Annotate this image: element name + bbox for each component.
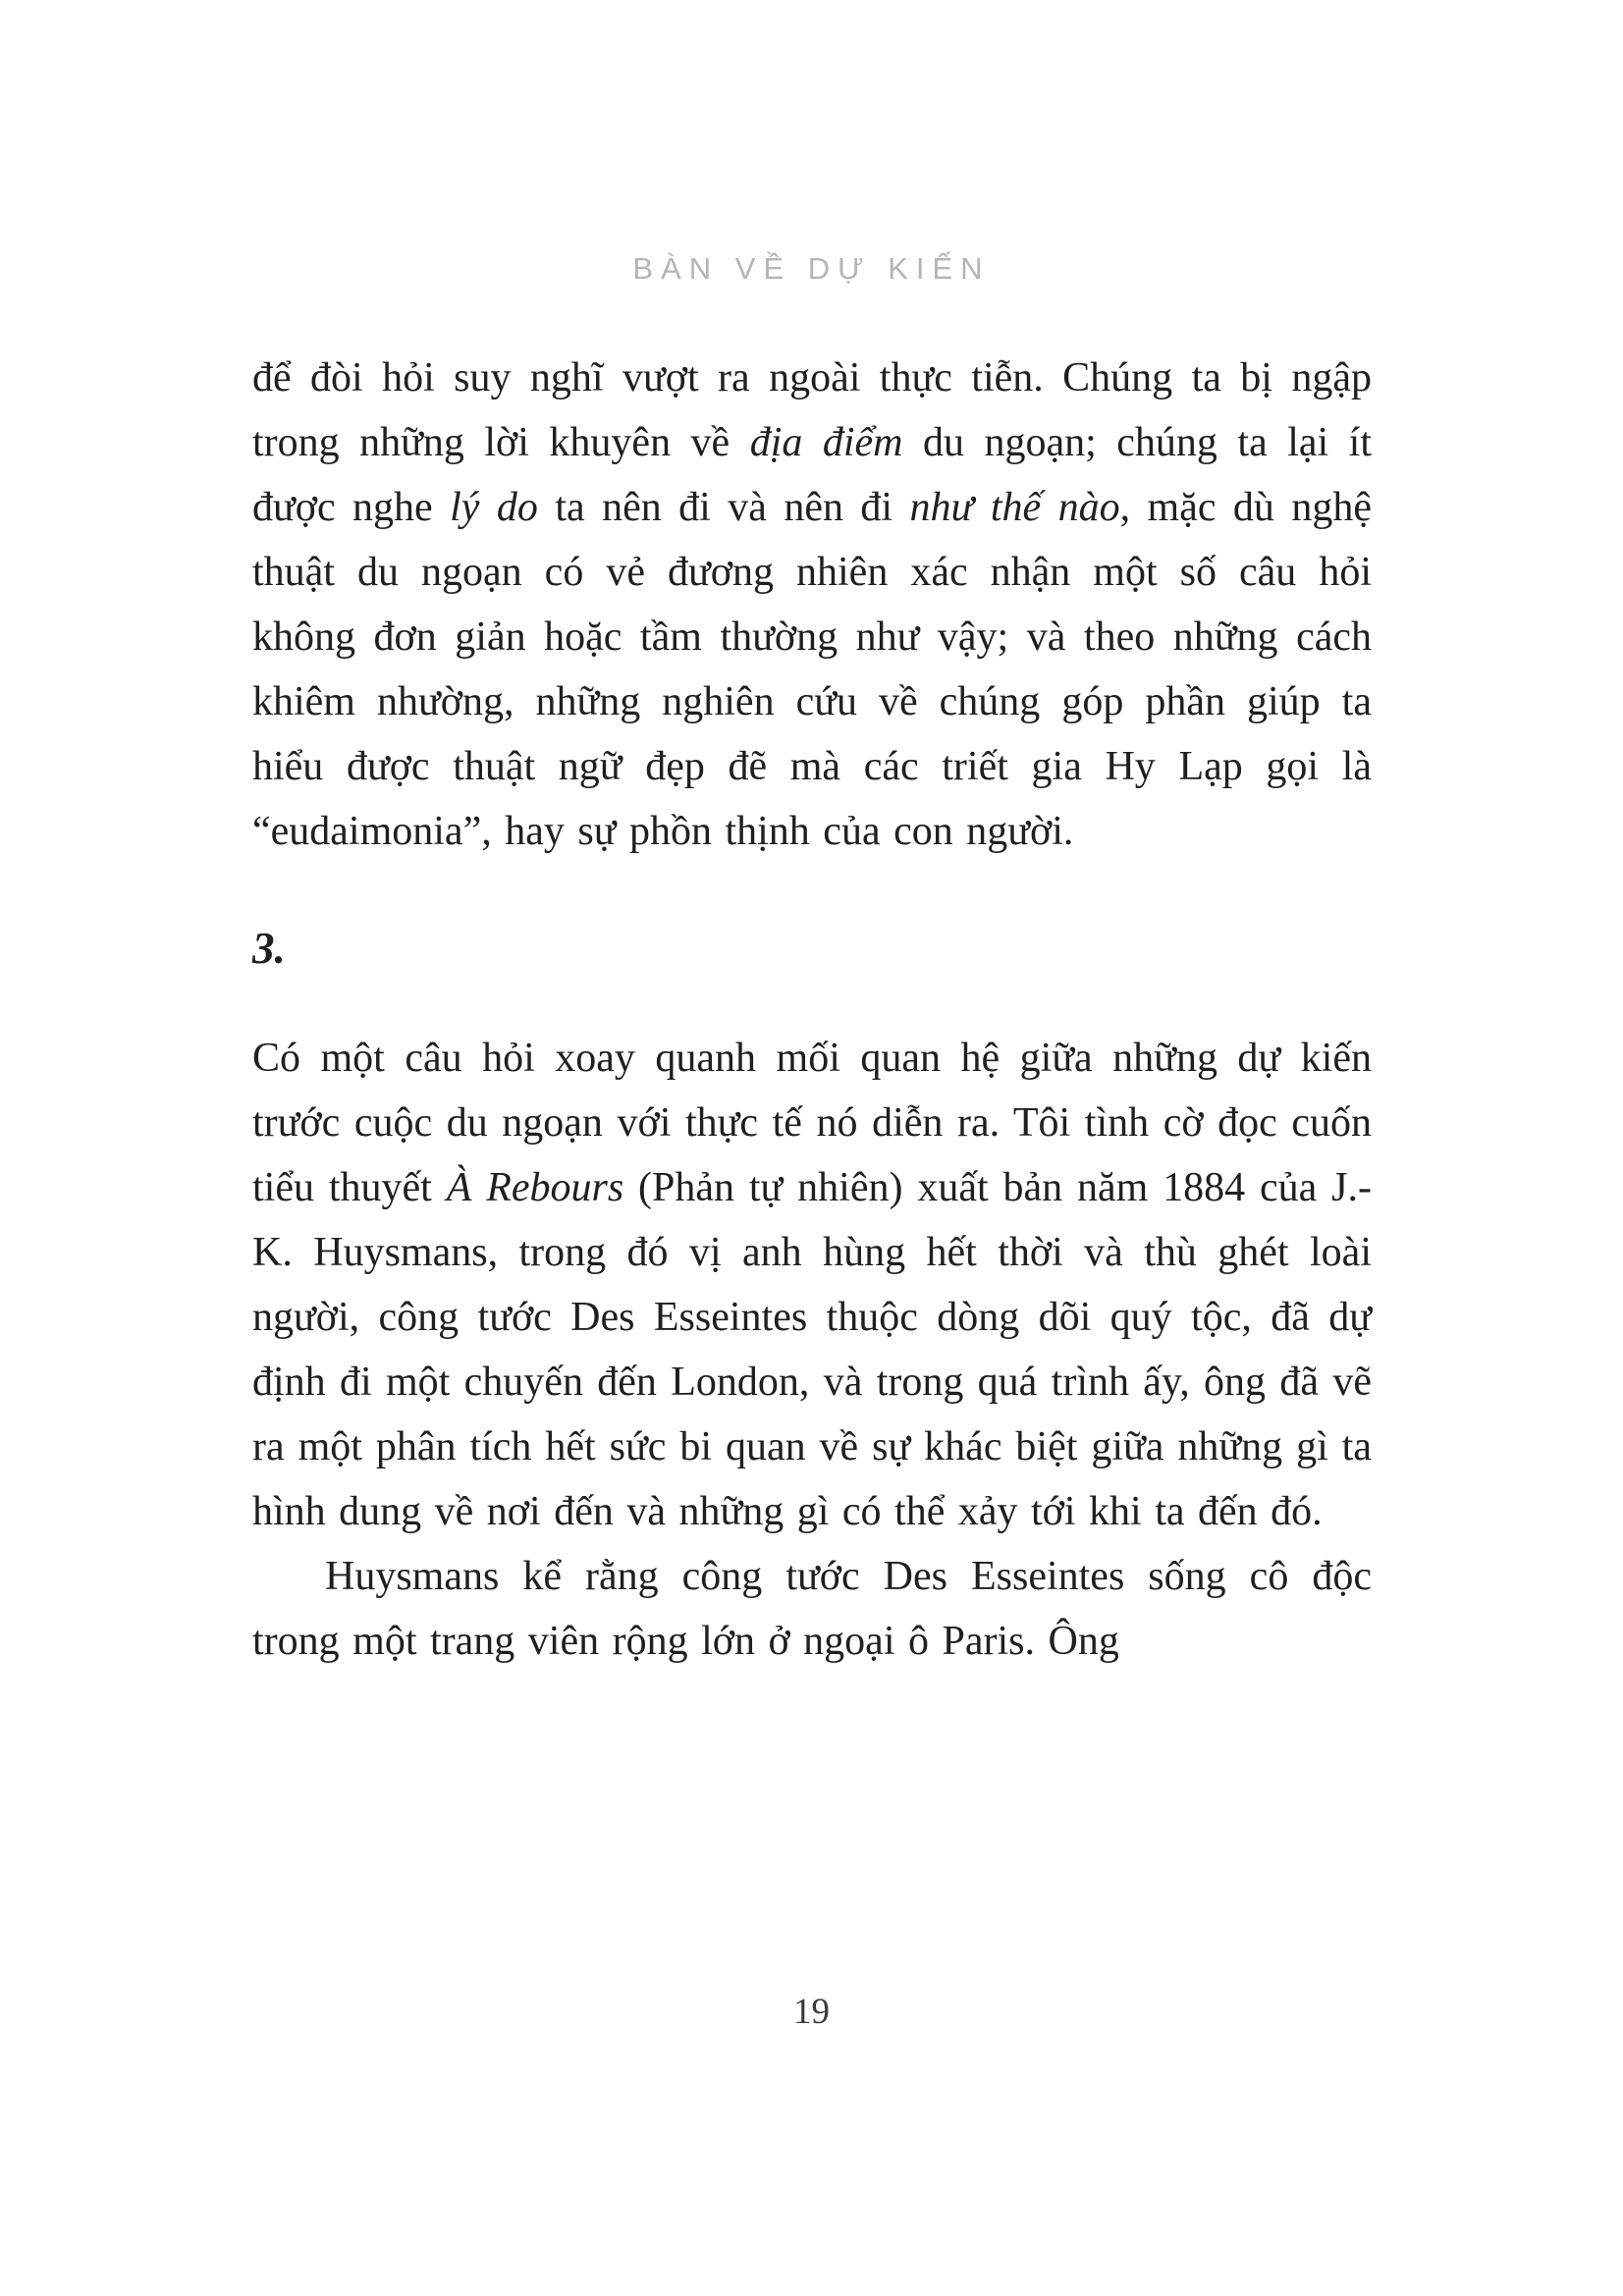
section-number: 3. [252, 924, 286, 973]
paragraph-anticipation [252, 346, 1372, 864]
italic-phrase-ly-do: lý do [450, 485, 538, 530]
running-header: BÀN VỀ DỰ KIẾN [632, 251, 991, 286]
italic-phrase-dia-diem: địa điểm [749, 420, 903, 465]
page-body [252, 346, 1372, 1674]
text-segment: , mặc dù nghệ thuật du ngoạn có vẻ đương nhiên xác nhận một số câu hỏi không đơn giản hoặc tầm thường như vậy; và theo những cách khiêm nhường, những nghiên cứu về chúng góp phần giúp ta hiểu được thuật ngữ đẹp đẽ mà các triết gia Hy Lạp gọi là “eudaimonia”, hay sự phồn thịnh của con người. [252, 485, 1373, 854]
text-segment: ta nên đi và nên đi [537, 485, 910, 530]
text-segment: Có một câu hỏi xoay quanh mối quan hệ giữa những dự kiến trước cuộc du ngoạn với thực tế nó diễn ra. Tôi tình cờ đọc cuốn tiểu thuyết [252, 1036, 1372, 1210]
paragraph-huysmans-novel [252, 1026, 1372, 1544]
italic-phrase-nhu-the-nao: như thế nào [909, 485, 1120, 530]
italic-phrase-a-rebours: À Rebours [446, 1165, 624, 1210]
paragraph-des-esseintes: Huysmans kể rằng công tước Des Esseintes sống cô độc trong một trang viên rộng lớn ở ngoại ô Paris. Ông [252, 1554, 1372, 1664]
page-number: 19 [793, 1992, 830, 2032]
text-segment: (Phản tự nhiên) xuất bản năm 1884 của J.-K. Huysmans, trong đó vị anh hùng hết thời và thù ghét loài người, công tước Des Esseintes thuộc dòng dõi quý tộc, đã dự định đi một chuyến đến London, và trong quá trình ấy, ông đã vẽ ra một phân tích hết sức bi quan về sự khác biệt giữa những gì ta hình dung về nơi đến và những gì có thể xảy tới khi ta đến đó. [252, 1165, 1372, 1534]
text-segment: du ngoạn; chúng ta lại ít được nghe [252, 420, 1373, 530]
text-segment: để đòi hỏi suy nghĩ vượt ra ngoài thực tiễn. Chúng ta bị ngập trong những lời khuyên về [252, 355, 1372, 465]
